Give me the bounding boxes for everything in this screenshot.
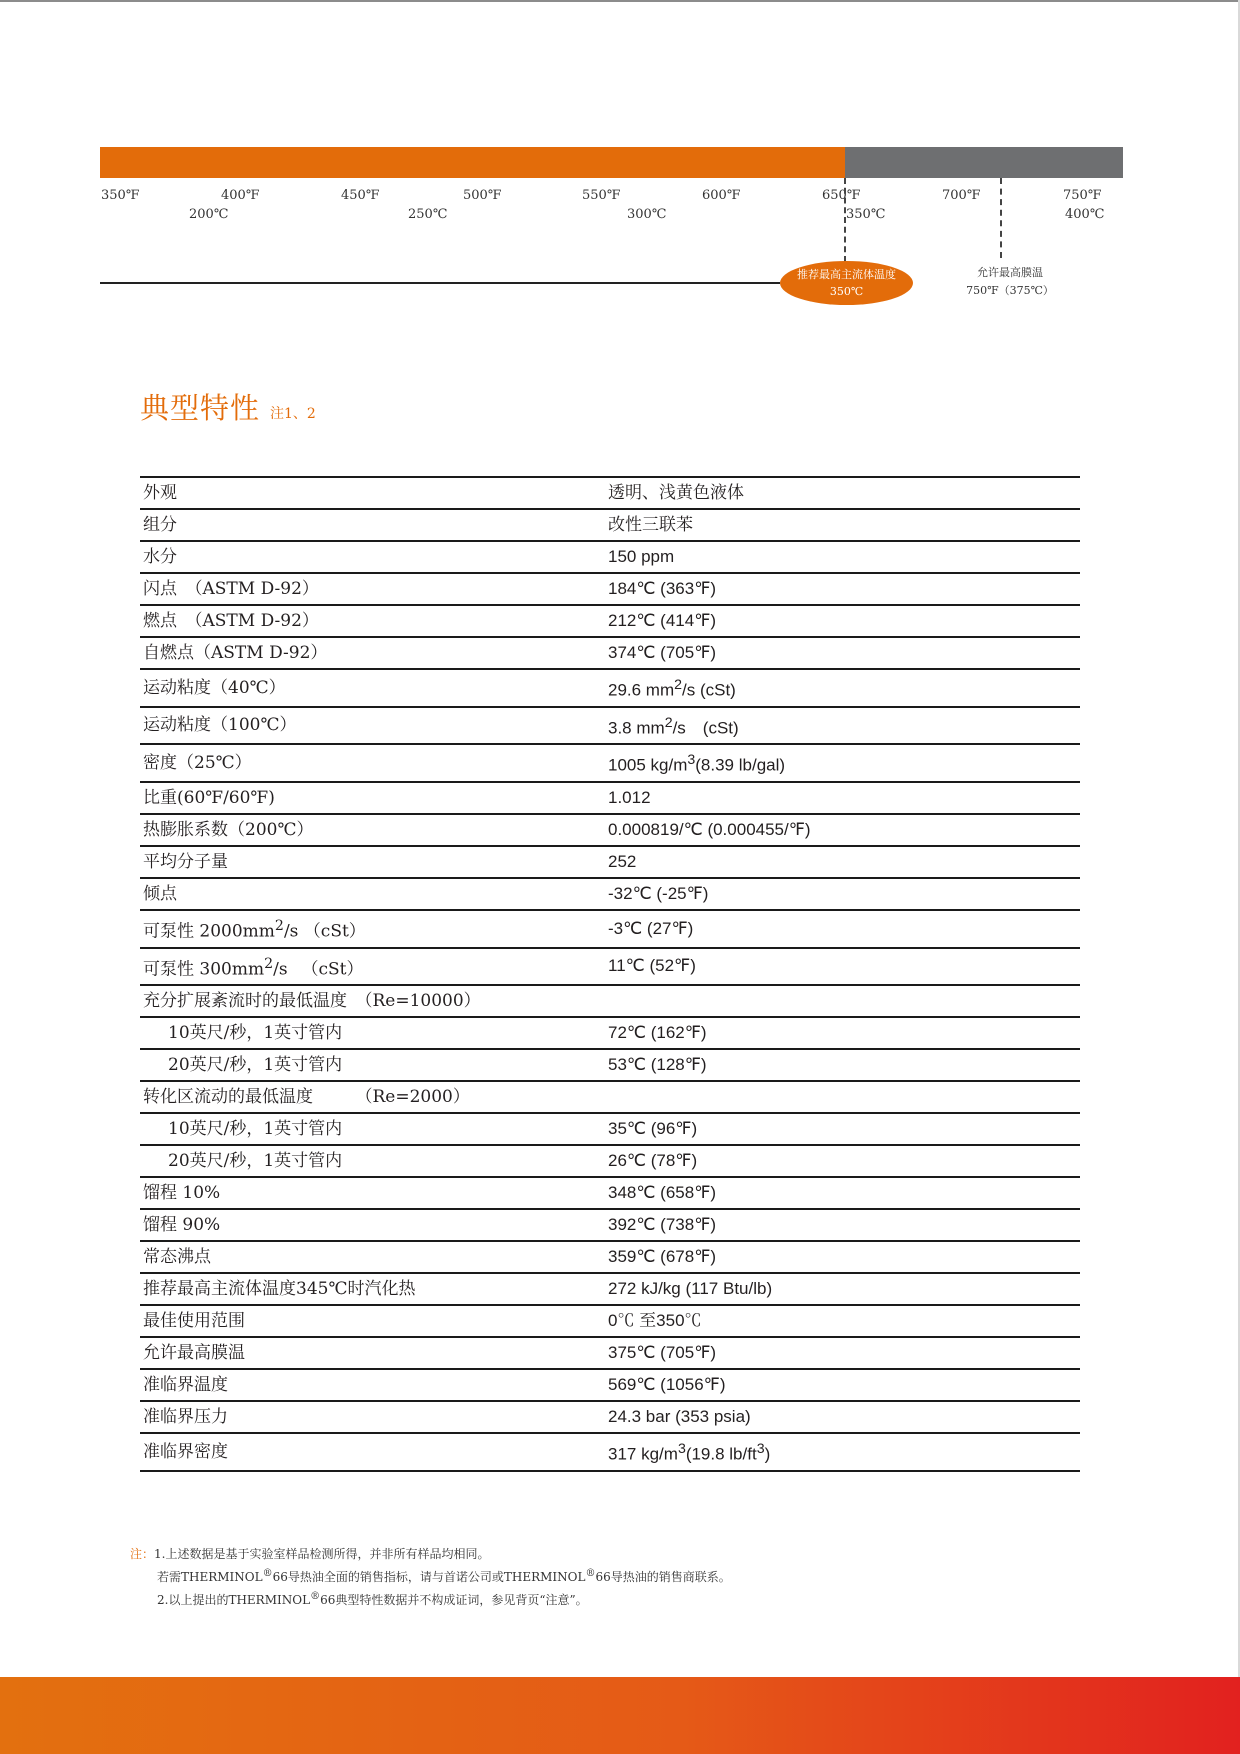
property-name: 允许最高膜温 <box>140 1337 605 1369</box>
property-value <box>605 985 1080 1017</box>
property-row <box>140 1081 1080 1113</box>
property-name: 可泵性 $2000mm^2/s$ （cSt） <box>140 910 605 948</box>
property-name: 外观 <box>140 477 605 509</box>
property-name: 可泵性 $300mm^2/s$ （cSt） <box>140 948 605 986</box>
property-value: 0.000819/℃ (0.000455/℉) <box>605 814 1080 846</box>
property-value: 392℃ (738℉) <box>605 1209 1080 1241</box>
property-row <box>140 1017 1080 1049</box>
property-name: 馏程 90% <box>140 1209 605 1241</box>
property-value: -32℃ (-25℉) <box>605 878 1080 910</box>
property-row <box>140 846 1080 878</box>
property-row <box>140 1401 1080 1433</box>
property-row <box>140 605 1080 637</box>
property-name: 常态沸点 <box>140 1241 605 1273</box>
f-tick-350: 350℉ <box>101 188 140 203</box>
c-tick-350: 350℃ <box>846 207 886 222</box>
section-title: 典型特性 <box>140 391 261 425</box>
property-value: 透明、浅黄色液体 <box>605 477 1080 509</box>
above-range-bar <box>845 147 1123 178</box>
temperature-scale <box>0 0 1240 330</box>
property-row <box>140 707 1080 745</box>
property-row <box>140 948 1080 986</box>
property-value: 29.6 $mm^2/s$ (cSt) <box>605 669 1080 707</box>
property-name: 充分扩展紊流时的最低温度 （Re=10000） <box>140 985 605 1017</box>
property-name: 闪点 （ASTM D-92） <box>140 573 605 605</box>
property-name: 10英尺/秒，1英寸管内 <box>140 1113 605 1145</box>
property-value: 252 <box>605 846 1080 878</box>
property-name: 20英尺/秒，1英寸管内 <box>140 1049 605 1081</box>
film-temp-label: 允许最高膜温 <box>977 266 1043 279</box>
property-name: 推荐最高主流体温度345℃时汽化热 <box>140 1273 605 1305</box>
recommended-range-bar <box>100 147 845 178</box>
property-row <box>140 1049 1080 1081</box>
property-name: 自燃点（ASTM D-92） <box>140 637 605 669</box>
property-value: 改性三联苯 <box>605 509 1080 541</box>
scale-baseline <box>100 282 780 284</box>
property-name: 密度（25℃） <box>140 744 605 782</box>
property-name: 转化区流动的最低温度 （Re=2000） <box>140 1081 605 1113</box>
f-tick-750: 750℉ <box>1063 188 1102 203</box>
recommended-temp-label: 推荐最高主流体温度 <box>797 268 896 281</box>
property-value: 317 $kg/m^3(19.8$ $lb/ft^3$) <box>605 1433 1080 1471</box>
property-value: 26℃ (78℉) <box>605 1145 1080 1177</box>
property-name: 准临界密度 <box>140 1433 605 1471</box>
property-row <box>140 814 1080 846</box>
property-value: 272 kJ/kg (117 Btu/lb) <box>605 1273 1080 1305</box>
property-name: 燃点 （ASTM D-92） <box>140 605 605 637</box>
section-note-ref: 注1、2 <box>270 406 316 422</box>
property-value: 35℃ (96℉) <box>605 1113 1080 1145</box>
property-value: 375℃ (705℉) <box>605 1337 1080 1369</box>
property-value: 1.012 <box>605 782 1080 814</box>
property-name: 倾点 <box>140 878 605 910</box>
film-temp-callout <box>955 264 1065 300</box>
c-tick-200: 200℃ <box>189 207 229 222</box>
properties-table <box>140 476 1080 1472</box>
property-row <box>140 477 1080 509</box>
film-temp-marker-line <box>1000 178 1002 258</box>
property-value: 184℃ (363℉) <box>605 573 1080 605</box>
property-name: 热膨胀系数（200℃） <box>140 814 605 846</box>
property-row <box>140 1113 1080 1145</box>
film-temp-value: 750℉（375℃） <box>966 284 1054 297</box>
property-value: 348℃ (658℉) <box>605 1177 1080 1209</box>
f-tick-700: 700℉ <box>942 188 981 203</box>
property-name: 10英尺/秒，1英寸管内 <box>140 1017 605 1049</box>
footnote-1: 注：1.上述数据是基于实验室样品检测所得，并非所有样品均相同。 <box>130 1547 490 1561</box>
f-tick-550: 550℉ <box>582 188 621 203</box>
property-name: 馏程 10% <box>140 1177 605 1209</box>
property-row <box>140 1241 1080 1273</box>
recommended-temp-value: 350℃ <box>829 285 864 298</box>
property-value: 72℃ (162℉) <box>605 1017 1080 1049</box>
property-row <box>140 878 1080 910</box>
property-row <box>140 1305 1080 1337</box>
property-name: 最佳使用范围 <box>140 1305 605 1337</box>
property-name: 组分 <box>140 509 605 541</box>
footnote-2: 2.以上提出的THERMINOL®66典型特性数据并不构成证词，参见背页“注意”。 <box>157 1591 588 1607</box>
property-value: 212℃ (414℉) <box>605 605 1080 637</box>
c-tick-300: 300℃ <box>627 207 667 222</box>
footnote-1-cont: 若需THERMINOL®66导热油全面的销售指标，请与首诺公司或THERMINOL®66导热油的销售商联系。 <box>157 1568 731 1584</box>
property-row <box>140 1145 1080 1177</box>
property-row <box>140 1177 1080 1209</box>
c-tick-400: 400℃ <box>1065 207 1105 222</box>
property-row <box>140 573 1080 605</box>
footnotes <box>130 1544 731 1610</box>
property-row <box>140 744 1080 782</box>
property-value: 1005 $kg/m^3(8.39$ lb/gal) <box>605 744 1080 782</box>
f-tick-450: 450℉ <box>341 188 380 203</box>
property-row <box>140 637 1080 669</box>
property-row <box>140 541 1080 573</box>
property-value: 24.3 bar (353 psia) <box>605 1401 1080 1433</box>
property-row <box>140 1209 1080 1241</box>
property-value: 569℃ (1056℉) <box>605 1369 1080 1401</box>
property-value <box>605 1081 1080 1113</box>
recommended-temp-badge <box>780 261 913 305</box>
property-value: 150 ppm <box>605 541 1080 573</box>
property-name: 水分 <box>140 541 605 573</box>
f-tick-650: 650℉ <box>822 188 861 203</box>
property-name: 运动粘度（100℃） <box>140 707 605 745</box>
property-row <box>140 910 1080 948</box>
property-value: 359℃ (678℉) <box>605 1241 1080 1273</box>
f-tick-400: 400℉ <box>221 188 260 203</box>
property-value: 0℃ 至350℃ <box>605 1305 1080 1337</box>
property-row <box>140 1273 1080 1305</box>
property-name: 准临界温度 <box>140 1369 605 1401</box>
property-row <box>140 782 1080 814</box>
property-row <box>140 985 1080 1017</box>
recommended-marker-line <box>844 178 846 262</box>
property-value: 53℃ (128℉) <box>605 1049 1080 1081</box>
f-tick-500: 500℉ <box>463 188 502 203</box>
property-value: -3℃ (27℉) <box>605 910 1080 948</box>
property-value: 374℃ (705℉) <box>605 637 1080 669</box>
property-name: 运动粘度（40℃） <box>140 669 605 707</box>
c-tick-250: 250℃ <box>408 207 448 222</box>
property-row <box>140 1369 1080 1401</box>
property-row <box>140 669 1080 707</box>
property-row <box>140 1337 1080 1369</box>
property-name: 比重(60℉/60℉) <box>140 782 605 814</box>
property-value: 11℃ (52℉) <box>605 948 1080 986</box>
footer-band <box>0 1677 1240 1754</box>
property-name: 平均分子量 <box>140 846 605 878</box>
property-row <box>140 509 1080 541</box>
property-value: 3.8 $mm^2/s$ (cSt) <box>605 707 1080 745</box>
section-heading <box>140 386 316 427</box>
f-tick-600: 600℉ <box>702 188 741 203</box>
property-row <box>140 1433 1080 1471</box>
property-name: 准临界压力 <box>140 1401 605 1433</box>
property-name: 20英尺/秒，1英寸管内 <box>140 1145 605 1177</box>
